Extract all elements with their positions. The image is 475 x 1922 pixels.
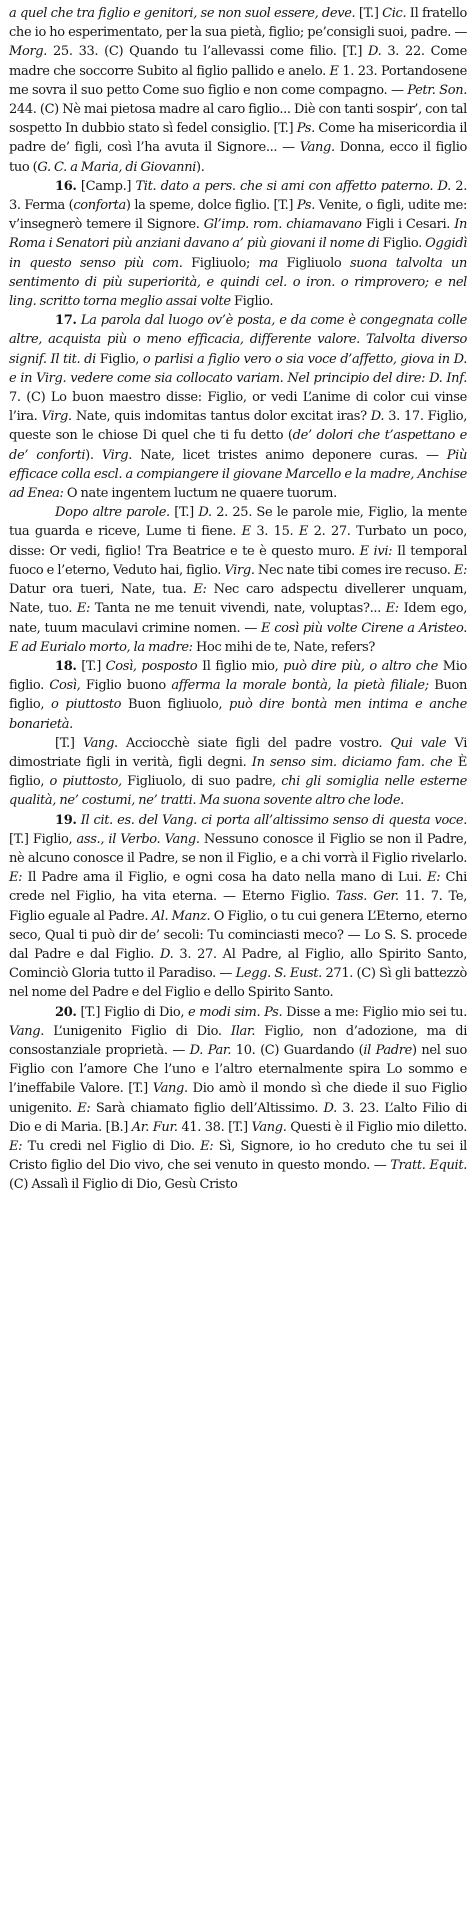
- italic-text: Il cit. es. del Vang. ci porta all’altissimo senso di questa voce.: [80, 812, 467, 828]
- italic-text: E: [329, 63, 339, 79]
- text-run: 3. 23. L’alto Filio di Dio e di Maria. [B.]: [9, 1100, 468, 1135]
- text-run: Nate, quis indomitas tantus dolor excitat iras?: [71, 409, 371, 425]
- text-run: Sarà chiamato figlio dell’Altissimo.: [90, 1100, 324, 1116]
- text-run: Chi crede nel Figlio, ha vita eterna. — Eterno Figlio.: [9, 870, 467, 905]
- text-run: (C) Assalì il Figlio di Dio, Gesù Cristo: [9, 1177, 238, 1193]
- text-run: 2. 3. Ferma (: [9, 178, 467, 214]
- italic-text: Gl’imp. rom. chiamavano: [203, 217, 362, 233]
- text-run: Figliuolo: [277, 255, 350, 271]
- text-run: Tanta ne me tenuit vivendi, nate, voluptas?...: [90, 601, 386, 617]
- text-run: Nec nate tibi comes ire recuso.: [254, 562, 454, 578]
- entry-e18: [9, 657, 467, 734]
- italic-text: Tratt. Equit.: [390, 1158, 467, 1174]
- italic-text: D.: [368, 44, 382, 60]
- text-run: Sì, Signore, io ho creduto che tu sei il Cristo figlio del Dio vivo, che sei venuto in questo mondo. —: [9, 1138, 467, 1174]
- text-run: Nec caro adspectu divellerer unquam, Nate, tuo.: [9, 582, 467, 617]
- italic-text: E:: [200, 1138, 214, 1154]
- italic-text: Virg.: [101, 447, 133, 463]
- italic-text: Virg.: [41, 409, 72, 425]
- italic-text: Tass. Ger.: [335, 889, 399, 905]
- text-run: 11. 7. Te, Figlio eguale al Padre.: [9, 889, 467, 924]
- text-run: Figlio.: [379, 236, 426, 252]
- italic-text: ma: [258, 255, 278, 271]
- italic-text: E: [298, 524, 309, 540]
- entry-number: 16.: [55, 178, 77, 194]
- italic-text: o piuttosto: [51, 697, 122, 713]
- italic-text: afferma la morale bontà, la pietà filiale;: [171, 678, 429, 694]
- entry-number: 18.: [55, 658, 77, 674]
- text-run: Figlio, non d’adozione, ma di consostanziale proprietà. —: [9, 1023, 467, 1058]
- text-run: Dio amò il mondo sì che diede il suo Figlio unigenito.: [9, 1081, 467, 1116]
- italic-text: E:: [453, 562, 467, 578]
- text-run: Nessuno conosce il Figlio se non il Padre, nè alcuno conosce il Padre, se non il Figlio, e a chi vorrà il Figlio rivelarlo.: [9, 831, 467, 866]
- text-run: [T.]: [76, 658, 106, 674]
- text-run: 2. 27. Turbato un poco, disse: Or vedi, figlio! Tra Beatrice e te è questo muro.: [9, 524, 467, 559]
- text-run: ).: [85, 447, 102, 463]
- text-run: ) la speme, dolce figlio. [T.]: [125, 198, 297, 214]
- text-run: 41. 38. [T.]: [177, 1119, 252, 1135]
- text-run: 3. 27. Al Padre, al Figlio, allo Spirito Santo, Cominciò Gloria tutto il Paradiso. —: [9, 946, 467, 982]
- text-run: Tu credi nel Figlio di Dio.: [22, 1138, 201, 1154]
- entry-cont: [9, 4, 467, 177]
- text-run: Idem ego, nate, tuum maculavi crimine nomen. —: [9, 601, 467, 636]
- entry-e17: [9, 311, 467, 503]
- italic-text: E così più volte Cirene a Aristeo. E ad Eurialo morto, la madre:: [9, 620, 467, 655]
- text-run: O nate ingentem luctum ne quaere tuorum.: [63, 486, 337, 502]
- text-run: Vi dimostriate figli in verità, figli degni.: [9, 735, 467, 770]
- text-run: Acciocchè siate figli del padre vostro.: [117, 735, 391, 751]
- italic-text: a quel che tra figlio e genitori, se non suol essere, deve.: [9, 6, 356, 21]
- entry-number: 17.: [55, 313, 77, 329]
- italic-text: Virg.: [224, 562, 255, 578]
- text-run: Buon figlio,: [9, 678, 468, 713]
- text-run: [T.]: [169, 505, 199, 521]
- entry-e18b: [9, 734, 467, 811]
- italic-text: Ps.: [296, 198, 315, 214]
- text-run: Disse a me: Figlio mio sei tu.: [282, 1004, 467, 1020]
- text-run: Il Padre ama il Figlio, e ogni cosa ha dato nella mano di Lui.: [22, 870, 428, 886]
- italic-text: Petr. Son.: [407, 82, 467, 98]
- text-run: Datur ora tueri, Nate, tua.: [9, 582, 194, 598]
- text-run: 3. 15.: [250, 524, 299, 540]
- text-run: [T.]: [355, 6, 383, 21]
- italic-text: E:: [76, 601, 91, 617]
- italic-text: Ilar.: [230, 1023, 256, 1039]
- italic-text: o piuttosto,: [49, 774, 122, 790]
- text-run: O Figlio, o tu cui genera L’Eterno, eterno seco, Qual ti può dir de’ secoli: Tu cominciasti meco? — Lo S. S. procede dal Padre e dal Figlio.: [9, 908, 467, 962]
- text-run: 3. 22. Come madre che soccorre Subito al figlio pallido e anelo.: [9, 44, 467, 79]
- italic-text: Vang.: [299, 140, 335, 156]
- text-run: Buon figliuolo,: [121, 697, 230, 713]
- italic-text: Ps.: [296, 121, 315, 137]
- italic-text: E:: [427, 870, 441, 886]
- italic-text: D.: [370, 409, 385, 425]
- italic-text: In senso sim. diciamo fam. che: [251, 754, 453, 770]
- italic-text: Dopo altre parole.: [55, 505, 170, 521]
- italic-text: conforta: [73, 198, 126, 214]
- text-run: [Camp.]: [76, 178, 136, 194]
- entry-number: 19.: [55, 812, 77, 828]
- italic-text: Oggidì in questo senso più com.: [9, 236, 467, 271]
- text-run: Come ha misericordia il padre de’ figli, così l’ha avuta il Signore... —: [9, 121, 468, 156]
- italic-text: E:: [385, 601, 399, 617]
- italic-text: E:: [193, 582, 207, 598]
- italic-text: E: [241, 524, 251, 540]
- text-run: Figliuolo, di suo padre,: [121, 774, 282, 790]
- text-run: 3. 17. Figlio, queste son le chiose Di quel che ti fu detto (: [9, 409, 468, 444]
- italic-text: E ivi:: [359, 543, 393, 559]
- entry-e16: [9, 177, 467, 311]
- italic-text: Vang.: [9, 1023, 45, 1039]
- italic-text: G. C. a Maria, di Giovanni: [37, 159, 197, 175]
- italic-text: D. Par.: [189, 1042, 232, 1058]
- italic-text: può dire più, o altro che: [283, 658, 439, 674]
- italic-text: Così, posposto: [105, 658, 198, 674]
- italic-text: D.: [198, 505, 212, 521]
- text-run: 271. (C) Sì gli battezzò nel nome del Padre e del Figlio e dello Spirito Santo.: [9, 966, 468, 1001]
- italic-text: Vang.: [152, 1081, 188, 1097]
- text-run: Figlio buono: [80, 678, 172, 694]
- italic-text: il Padre: [363, 1042, 412, 1058]
- text-run: [T.] Figlio di Dio,: [76, 1004, 189, 1020]
- italic-text: D.: [323, 1100, 337, 1116]
- italic-text: E:: [9, 1138, 23, 1154]
- text-run: Il figlio mio,: [197, 658, 284, 674]
- text-run: Venite, o figli, udite me: v’insegnerò temere il Signore.: [9, 198, 467, 233]
- entry-number: 20.: [55, 1004, 77, 1020]
- text-run: Figliuolo;: [182, 255, 259, 271]
- text-run: Hoc mihi de te, Nate, refers?: [192, 639, 375, 655]
- italic-text: suona talvolta un sentimento di più superiorità, e quindi cel. o iron. o rimprovero; e nel ling. scritto torna meglio assai volte: [9, 255, 467, 310]
- italic-text: Ar. Fur.: [131, 1119, 178, 1135]
- text-run: Figli i Cesari.: [361, 217, 455, 233]
- text-run: Mio figlio.: [9, 658, 468, 694]
- entry-e20: [9, 1003, 467, 1195]
- text-run: Figlio,: [95, 351, 143, 367]
- italic-text: Più efficace colla escl. a compiangere il giovane Marcello e la madre, Anchise ad Enea:: [9, 447, 467, 502]
- italic-text: Vang.: [82, 735, 118, 751]
- italic-text: In Roma i Senatori più anziani davano a’ più giovani il nome di: [9, 217, 467, 252]
- italic-text: La parola dal luogo ov’è posta, e da come è congegnata colle altre, acquista più o meno efficacia, differente valore. Talvolta diverso signif. Il tit. di: [9, 313, 467, 367]
- italic-text: può dire bontà men intima e anche bonarietà.: [9, 697, 467, 732]
- text-run: [T.] Figlio,: [9, 831, 77, 847]
- italic-text: E:: [9, 870, 23, 886]
- text-run: Il temporal fuoco e l’eterno, Veduto hai, figlio.: [9, 543, 468, 578]
- text-run: 244. (C) Nè mai pietosa madre al caro figlio... Diè con tanti sospir’, con tal sospetto In dubbio stato sì fedel consiglio. [T.]: [9, 102, 467, 137]
- italic-text: Cic.: [382, 6, 407, 21]
- text-run: 1. 23. Portandosene me sovra il suo petto Come suo figlio e non come compagno. —: [9, 63, 467, 98]
- italic-text: E:: [77, 1100, 91, 1116]
- italic-text: Vang.: [251, 1119, 287, 1135]
- italic-text: de’ dolori che t’aspettano e de’ conforti: [9, 428, 467, 463]
- italic-text: Morg.: [9, 44, 48, 60]
- italic-text: e modi sim. Ps.: [188, 1004, 283, 1020]
- text-run: Questi è il Figlio mio diletto.: [286, 1119, 468, 1135]
- text-run: 10. (C) Guardando (: [231, 1042, 364, 1058]
- text-run: L’unigenito Figlio di Dio.: [44, 1023, 231, 1039]
- italic-text: chi gli somiglia nelle esterne qualità, ne’ costumi, ne’ tratti. Ma suona sovente altro che lode.: [9, 774, 467, 809]
- text-run: 7. (C) Lo buon maestro disse: Figlio, or vedi L’anime di color cui vinse l’ira.: [9, 390, 467, 425]
- text-run: ) nel suo Figlio con l’amore Che l’uno e l’altro eternalmente spira Lo sommo e l’ineffabile Valore. [T.]: [9, 1042, 468, 1097]
- text-run: Donna, ecco il figlio tuo (: [9, 140, 467, 175]
- italic-text: Così,: [49, 678, 81, 694]
- italic-text: Legg. S. Eust.: [235, 966, 322, 982]
- italic-text: Tit. dato a pers. che si ami con affetto paterno. D.: [135, 178, 451, 194]
- text-run: Figlio.: [230, 294, 274, 310]
- text-run: Il fratello che io ho esperimentato, per la sua pietà, figlio; pe’consigli suoi, padre. —: [9, 6, 467, 41]
- text-run: 2. 25. Se le parole mie, Figlio, la mente tua guarda e riceve, Lume ti fiene.: [9, 505, 468, 540]
- entry-e19: [9, 811, 467, 1003]
- entry-e17b: [9, 503, 467, 657]
- text-run: [T.]: [55, 735, 83, 751]
- text-run: ).: [196, 159, 205, 175]
- text-run: 25. 33. (C) Quando tu l’allevassi come filio. [T.]: [47, 44, 369, 60]
- italic-text: o parlisi a figlio vero o sia voce d’affetto, giova in D. e in Virg. vedere come sia collocato variam. Nel principio del dire: D. Inf.: [9, 351, 467, 386]
- italic-text: Al. Manz.: [151, 908, 211, 924]
- text-run: Nate, licet tristes animo deponere curas. —: [132, 447, 447, 463]
- italic-text: D.: [160, 946, 174, 962]
- italic-text: Qui vale: [390, 735, 447, 751]
- text-run: È figlio,: [9, 754, 467, 790]
- italic-text: ass., il Verbo. Vang.: [76, 831, 200, 847]
